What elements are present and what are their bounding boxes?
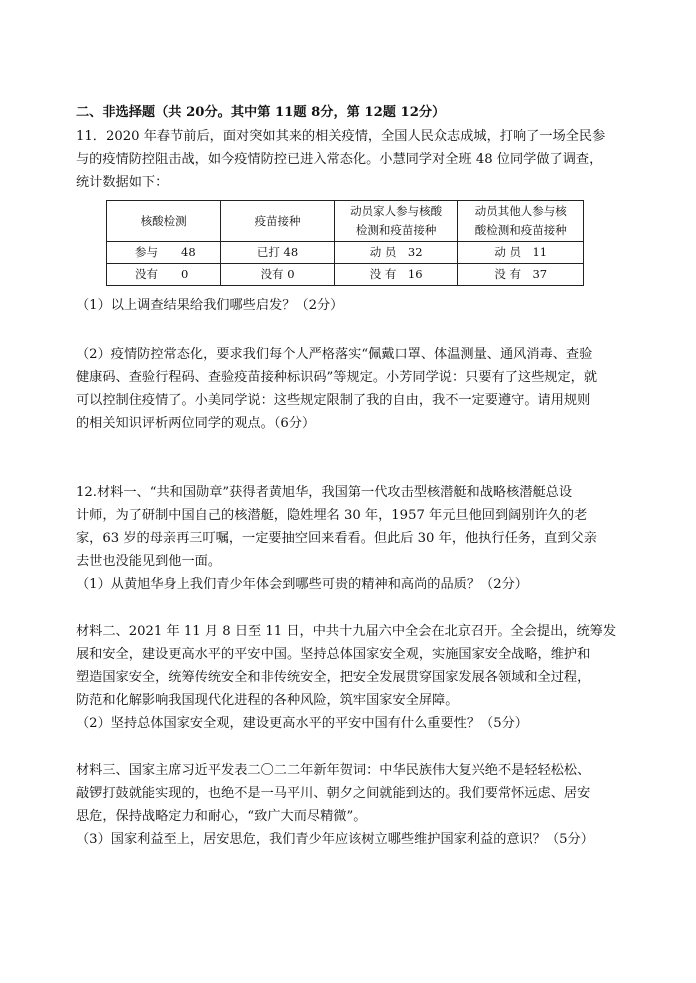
table-cell: 参与 48 bbox=[107, 242, 221, 264]
q12-material3-line: 思危，保持战略定力和耐心，“致广大而尽精微”。 bbox=[76, 809, 367, 824]
table-cell: 已打 48 bbox=[221, 242, 335, 264]
q12-material3-line: 敲锣打鼓就能实现的，也绝不是一马平川、朝夕之间就能到达的。我们要常怀远虑、居安 bbox=[76, 786, 591, 801]
q12-material2-line: 材料二、2021 年 11 月 8 日至 11 日，中共十九届六中全会在北京召开。全会提出，统筹发 bbox=[76, 624, 617, 639]
table-cell: 没有 0 bbox=[107, 264, 221, 286]
q12-material2-line: 展和安全，建设更高水平的平安中国。坚持总体国家安全观，实施国家安全战略，维护和 bbox=[76, 647, 591, 662]
table-cell: 没 有 16 bbox=[334, 264, 458, 286]
q11-line: 统计数据如下： bbox=[76, 175, 169, 190]
section-title: 二、非选择题（共 20分。其中第 11题 8分，第 12题 12分） bbox=[76, 105, 446, 120]
table-row bbox=[107, 242, 584, 264]
q11-sub1: （1）以上调查结果给我们哪些启发？（2分） bbox=[76, 298, 344, 313]
table-cell: 动 员 11 bbox=[458, 242, 584, 264]
q12-material3-line: 材料三、国家主席习近平发表二〇二二年新年贺词：中华民族伟大复兴绝不是轻轻松松、 bbox=[76, 763, 591, 778]
table-cell: 没 有 37 bbox=[458, 264, 584, 286]
table-cell: 没有 0 bbox=[221, 264, 335, 286]
q12-sub3: （3）国家利益至上，居安思危，我们青少年应该树立哪些维护国家利益的意识？（5分） bbox=[76, 832, 594, 847]
q12-material2-line: 塑造国家安全，统筹传统安全和非传统安全，把安全发展贯穿国家发展各领域和全过程， bbox=[76, 670, 591, 685]
q11-line: 与的疫情防控阻击战，如今疫情防控已进入常态化。小慧同学对全班 48 位同学做了调查， bbox=[76, 152, 603, 167]
q11-sub2-line: 健康码、查验行程码、查验疫苗接种标识码”等规定。小芳同学说：只要有了这些规定，就 bbox=[76, 370, 598, 385]
q12-material1-line: 12.材料一、“共和国勋章”获得者黄旭华，我国第一代攻击型核潜艇和战略核潜艇总设 bbox=[76, 485, 573, 500]
q12-sub1: （1）从黄旭华身上我们青少年体会到哪些可贵的精神和高尚的品质？（2分） bbox=[76, 577, 528, 592]
table-header-cell: 动员其他人参与核 酸检测和疫苗接种 bbox=[458, 201, 584, 242]
q11-sub2-line: 的相关知识评析两位同学的观点。（6分） bbox=[76, 416, 316, 431]
q12-material1-line: 计师，为了研制中国自己的核潜艇，隐姓埋名 30 年，1957 年元旦他回到阔别许久的老 bbox=[76, 508, 588, 523]
table-header-cell: 核酸检测 bbox=[107, 201, 221, 242]
survey-table bbox=[106, 200, 584, 286]
table-header-cell: 疫苗接种 bbox=[221, 201, 335, 242]
q12-material2-line: 防范和化解影响我国现代化进程的各种风险，筑牢国家安全屏障。 bbox=[76, 693, 459, 708]
table-row bbox=[107, 264, 584, 286]
table-header-row bbox=[107, 201, 584, 242]
table-cell: 动 员 32 bbox=[334, 242, 458, 264]
q12-material1-line: 去世也没能见到他一面。 bbox=[76, 554, 222, 569]
q12-sub2: （2）坚持总体国家安全观，建设更高水平的平安中国有什么重要性？（5分） bbox=[76, 716, 528, 731]
q11-sub2-line: （2）疫情防控常态化，要求我们每个人严格落实“佩戴口罩、体温测量、通风消毒、查验 bbox=[76, 347, 593, 362]
table-header-cell: 动员家人参与核酸 检测和疫苗接种 bbox=[334, 201, 458, 242]
q12-material1-line: 家，63 岁的母亲再三叮嘱，一定要抽空回来看看。但此后 30 年，他执行任务，直到父亲 bbox=[76, 531, 597, 546]
q11-sub2-line: 可以控制住疫情了。小美同学说：这些规定限制了我的自由，我不一定要遵守。请用规则 bbox=[76, 393, 591, 408]
q11-line: 11．2020 年春节前后，面对突如其来的相关疫情，全国人民众志成城，打响了一场全民参 bbox=[76, 129, 606, 144]
